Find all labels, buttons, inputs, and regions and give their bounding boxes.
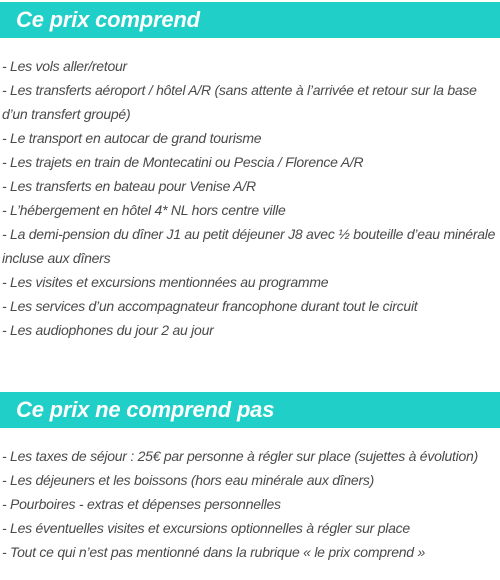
list-item: - Les déjeuners et les boissons (hors eau minérale aux dîners) xyxy=(2,472,375,488)
list-item: - Les transferts en bateau pour Venise A/R xyxy=(2,178,256,194)
list-item: - Les audiophones du jour 2 au jour xyxy=(2,322,214,338)
list-item: - Les transferts aéroport / hôtel A/R (sans attente à l’arrivée et retour sur la base d’un transfert groupé) xyxy=(2,82,477,122)
list-item: - Pourboires - extras et dépenses personnelles xyxy=(2,496,281,512)
list-item: - Les éventuelles visites et excursions optionnelles à régler sur place xyxy=(2,520,410,536)
list-item: - L’hébergement en hôtel 4* NL hors centre ville xyxy=(2,202,286,218)
includes-title: Ce prix comprend xyxy=(16,7,200,32)
list-item: - Le transport en autocar de grand tourisme xyxy=(2,130,262,146)
includes-section-header xyxy=(0,2,500,38)
list-item: - Les trajets en train de Montecatini ou Pescia / Florence A/R xyxy=(2,154,364,170)
includes-list xyxy=(0,54,500,342)
list-item: - Tout ce qui n’est pas mentionné dans la rubrique « le prix comprend » xyxy=(2,544,425,560)
list-item: - La demi-pension du dîner J1 au petit déjeuner J8 avec ½ bouteille d’eau minérale incluse aux dîners xyxy=(2,226,496,266)
list-item: - Les visites et excursions mentionnées au programme xyxy=(2,274,329,290)
excludes-title: Ce prix ne comprend pas xyxy=(16,397,275,422)
list-item: - Les taxes de séjour : 25€ par personne à régler sur place (sujettes à évolution) xyxy=(2,448,479,464)
excludes-list xyxy=(0,444,500,564)
excludes-section-header xyxy=(0,392,500,428)
list-item: - Les services d’un accompagnateur francophone durant tout le circuit xyxy=(2,298,418,314)
list-item: - Les vols aller/retour xyxy=(2,58,127,74)
